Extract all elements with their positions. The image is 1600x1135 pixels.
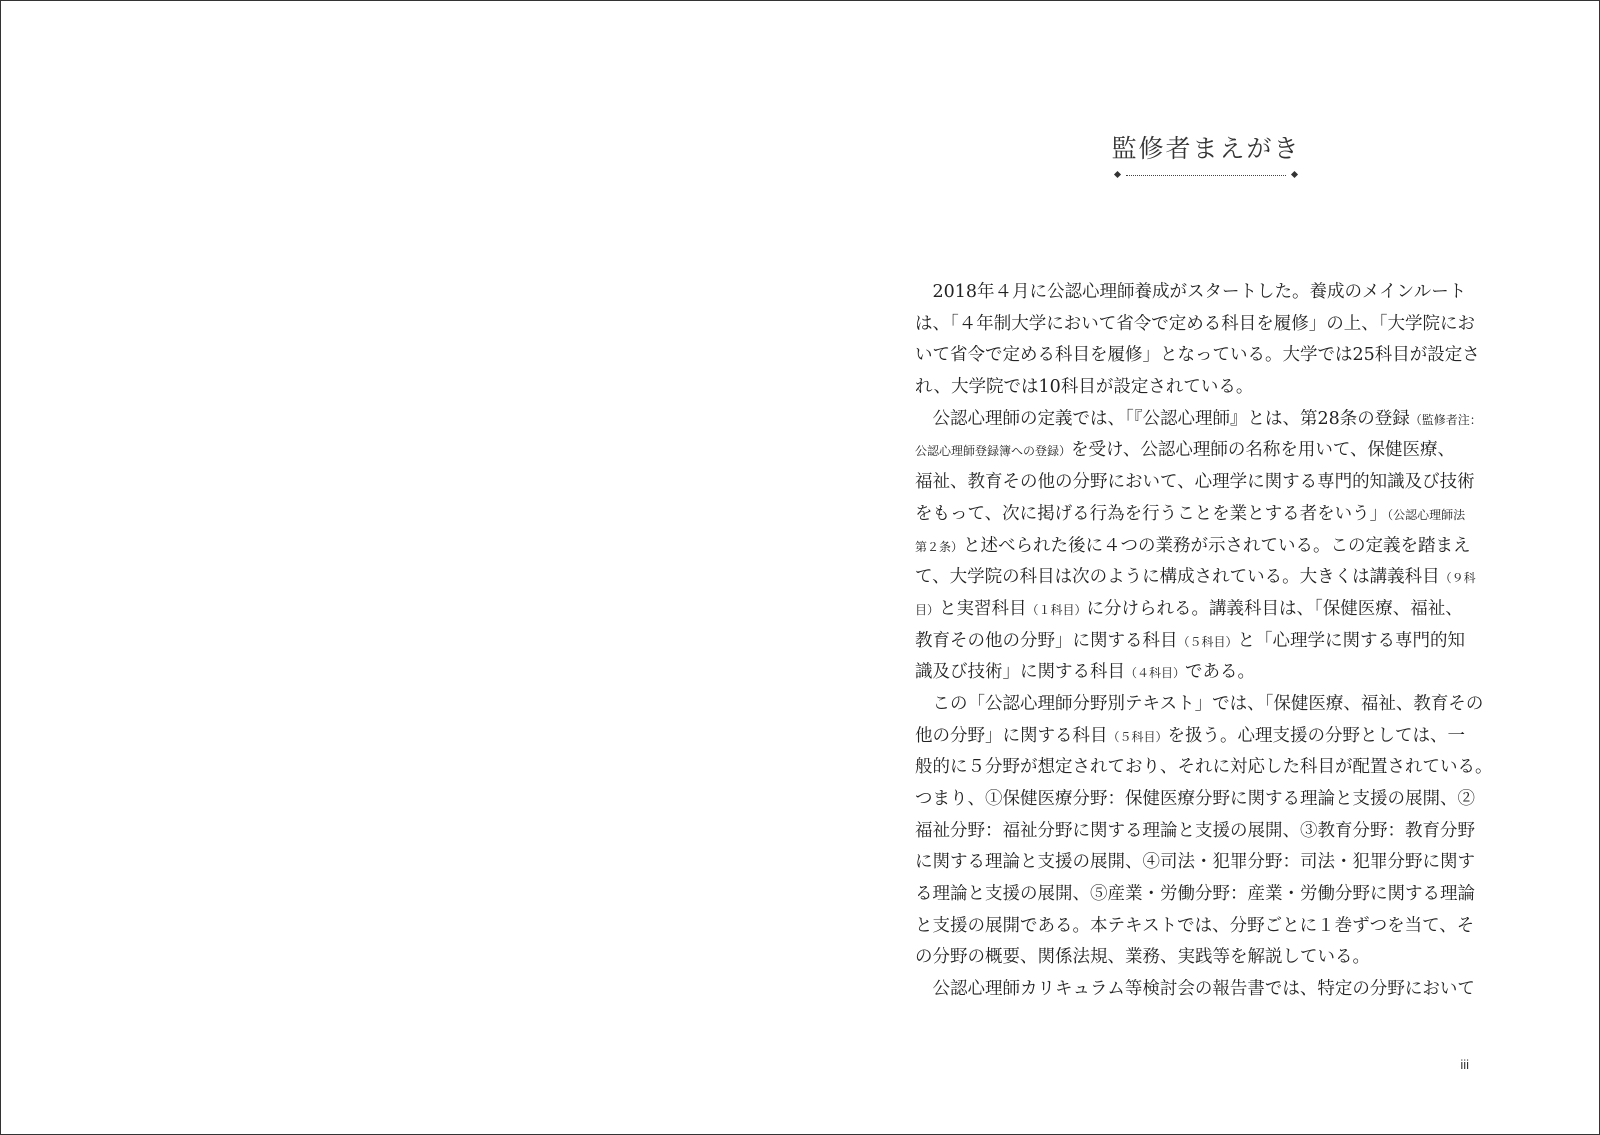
diamond-ornament-icon — [1114, 171, 1121, 178]
inline-note: （９科 — [1439, 571, 1476, 586]
text-segment: て、大学院の科目は次のように構成されている。大きくは講義科目 — [915, 567, 1440, 588]
text-line — [915, 594, 1501, 626]
inline-note: （５科目） — [1177, 634, 1238, 649]
diamond-ornament-icon — [1291, 171, 1298, 178]
text-segment: は、「４年制大学において省令で定める科目を履修」の上、「大学院にお — [915, 313, 1475, 334]
body-text — [915, 277, 1501, 1006]
text-segment: 2018年４月に公認心理師養成がスタートした。養成のメインルート — [915, 282, 1467, 302]
text-segment: と実習科目 — [939, 598, 1027, 619]
text-segment: に分けられる。講義科目は、「保健医療、福祉、 — [1086, 598, 1463, 619]
text-line — [915, 689, 1501, 721]
inline-note: （監修者注： — [1409, 412, 1482, 427]
inline-note: 公認心理師登録簿への登録） — [915, 444, 1072, 459]
text-line — [915, 531, 1501, 563]
inline-note: （４科目） — [1125, 666, 1186, 681]
text-line — [915, 626, 1501, 658]
text-line — [915, 277, 1501, 309]
text-line — [915, 974, 1501, 1006]
text-segment: 福祉分野：福祉分野に関する理論と支援の展開、③教育分野：教育分野 — [915, 820, 1475, 841]
text-segment: 他の分野」に関する科目 — [915, 725, 1108, 746]
text-segment: 識及び技術」に関する科目 — [915, 662, 1125, 683]
text-line — [915, 847, 1501, 879]
inline-note: （１科目） — [1026, 602, 1087, 617]
text-line — [915, 879, 1501, 911]
title-block — [1111, 129, 1301, 181]
text-line — [915, 435, 1501, 467]
text-segment: この「公認心理師分野別テキスト」では、「保健医療、福祉、教育その — [915, 693, 1484, 714]
page-number: iii — [1460, 1057, 1469, 1072]
inline-note: （公認心理師法 — [1387, 507, 1466, 522]
text-line — [915, 562, 1501, 594]
text-segment: 福祉、教育その他の分野において、心理学に関する専門的知識及び技術 — [915, 472, 1475, 493]
text-line — [915, 404, 1501, 436]
text-segment: いて省令で定める科目を履修」となっている。大学では25科目が設定さ — [915, 345, 1480, 366]
inline-note: 目） — [915, 602, 940, 617]
text-segment: を受け、公認心理師の名称を用いて、保健医療、 — [1071, 440, 1455, 461]
inline-note: 第２条） — [915, 539, 964, 554]
text-line — [915, 657, 1501, 689]
title-ornament-rule — [1114, 171, 1298, 181]
text-segment: 教育その他の分野」に関する科目 — [915, 630, 1178, 651]
text-line — [915, 911, 1501, 943]
text-segment: る理論と支援の展開、⑤産業・労働分野：産業・労働分野に関する理論 — [915, 884, 1475, 905]
text-line — [915, 784, 1501, 816]
text-segment: 公認心理師の定義では、「『公認心理師』とは、第28条の登録 — [915, 408, 1410, 429]
text-line — [915, 816, 1501, 848]
text-segment: と「心理学に関する専門的知 — [1237, 630, 1466, 651]
text-segment: と述べられた後に４つの業務が示されている。この定義を踏まえ — [963, 535, 1471, 556]
text-segment: と支援の展開である。本テキストでは、分野ごとに１巻ずつを当て、そ — [915, 915, 1475, 936]
text-segment: に関する理論と支援の展開、④司法・犯罪分野：司法・犯罪分野に関す — [915, 852, 1475, 873]
page-title: 監修者まえがき — [1111, 134, 1301, 163]
text-line — [915, 721, 1501, 753]
right-page — [801, 1, 1599, 1134]
text-line — [915, 467, 1501, 499]
text-line — [915, 752, 1501, 784]
text-line — [915, 309, 1501, 341]
text-segment: をもって、次に掲げる行為を行うことを業とする者をいう」 — [915, 503, 1388, 524]
text-segment: れ、大学院では10科目が設定されている。 — [915, 377, 1254, 398]
text-segment: つまり、①保健医療分野：保健医療分野に関する理論と支援の展開、② — [915, 789, 1475, 809]
text-segment: を扱う。心理支援の分野としては、一 — [1167, 725, 1466, 746]
dotted-rule — [1126, 175, 1286, 176]
text-line — [915, 942, 1501, 974]
inline-note: （５科目） — [1107, 729, 1168, 744]
text-segment: の分野の概要、関係法規、業務、実践等を解説している。 — [915, 947, 1370, 968]
text-segment: 公認心理師カリキュラム等検討会の報告書では、特定の分野において — [915, 979, 1475, 1000]
text-line — [915, 340, 1501, 372]
text-line — [915, 372, 1501, 404]
text-segment: 般的に５分野が想定されており、それに対応した科目が配置されている。 — [915, 757, 1493, 778]
text-segment: である。 — [1185, 662, 1256, 683]
text-line — [915, 499, 1501, 531]
left-page-blank — [1, 1, 801, 1134]
